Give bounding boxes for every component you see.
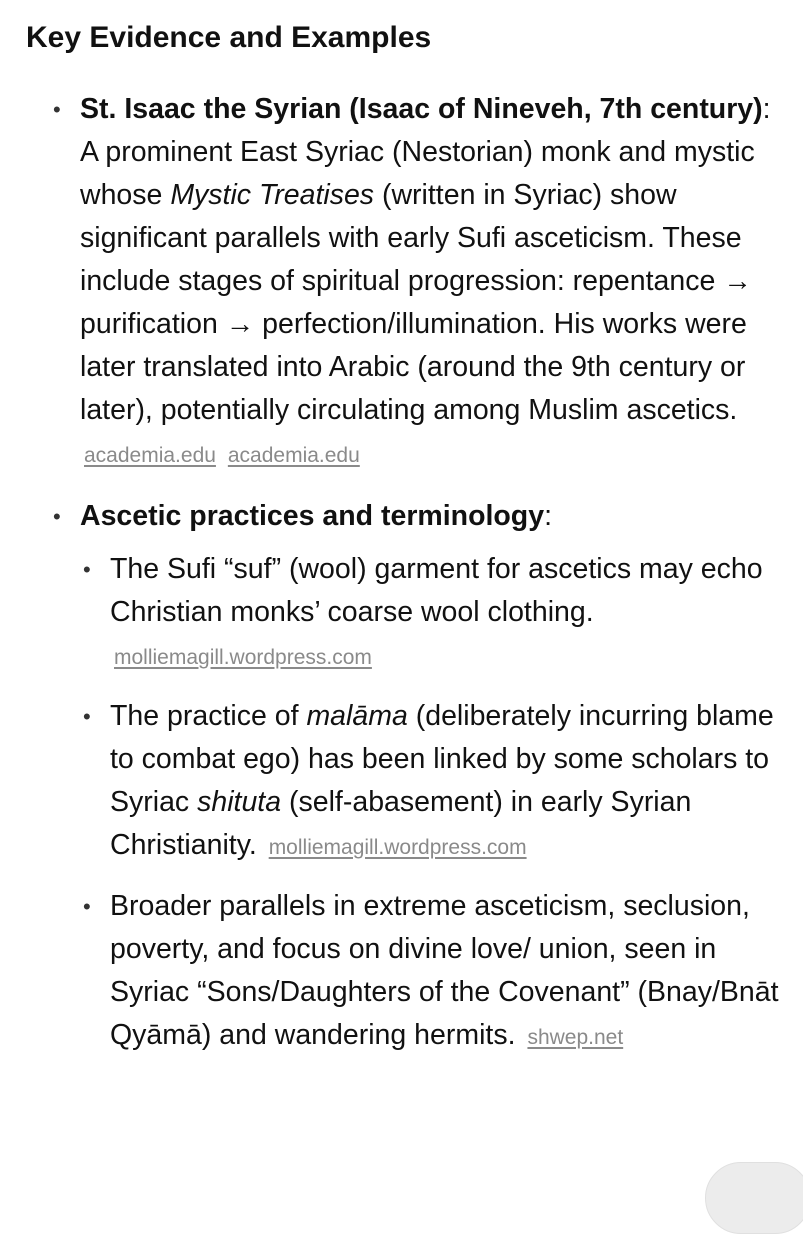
source-link-molliemagill[interactable]: molliemagill.wordpress.com (114, 646, 372, 669)
item-title: St. Isaac the Syrian (Isaac of Nineveh, 7th century) (80, 93, 763, 125)
sublist-item-broader-parallels (83, 885, 792, 1059)
evidence-list (53, 88, 792, 1059)
source-link-shwep[interactable]: shwep.net (527, 1026, 624, 1049)
bullet-icon: • (83, 557, 91, 582)
list-item-ascetic-practices (53, 495, 792, 1059)
item-text: (self-abasement) in early Syrian Christianity. (110, 786, 692, 861)
item-text-italic: Mystic Treatises (170, 179, 375, 211)
item-text-italic: malāma (306, 700, 408, 732)
section-heading: Key Evidence and Examples (26, 21, 432, 54)
sublist-item-wool-garment (83, 548, 792, 679)
item-text: Broader parallels in extreme asceticism, seclusion, poverty, and focus on divine love/ union, seen in Syriac “Sons/Daughters of the Covenant” (Bnay/Bnāt Qyāmā) and wandering hermits. (110, 890, 779, 1051)
bullet-icon: • (53, 97, 61, 122)
ascetic-sublist (83, 548, 792, 1059)
item-text: The Sufi “suf” (wool) garment for ascetics may echo Christian monks’ coarse wool clothing. (110, 553, 763, 628)
item-text-italic: shituta (197, 786, 282, 818)
source-link-molliemagill[interactable]: molliemagill.wordpress.com (268, 836, 527, 859)
bullet-icon: • (83, 894, 91, 919)
list-item-isaac (53, 88, 792, 477)
item-text: (deliberately incurring blame to combat ego) has been linked by some scholars to Syriac (110, 700, 774, 818)
item-text: (written in Syriac) show significant parallels with early Sufi asceticism. These include stages of spiritual progression: repentance → purification → perfection/illumination. His works were later translated into Arabic (around the 9th century or later), potentially circulating among Muslim ascetics. (80, 179, 752, 426)
sublist-item-malama (83, 695, 792, 869)
title-colon: : (544, 500, 552, 532)
item-text: The practice of (110, 700, 307, 732)
bullet-icon: • (53, 504, 61, 529)
source-link-academia[interactable]: academia.edu (227, 444, 360, 467)
item-title: Ascetic practices and terminology (80, 500, 545, 532)
title-colon: : (762, 93, 771, 125)
item-text: A prominent East Syriac (Nestorian) monk and mystic whose (80, 136, 755, 211)
bullet-icon: • (83, 704, 91, 729)
floating-action-button[interactable] (705, 1162, 803, 1234)
source-link-academia[interactable]: academia.edu (84, 444, 216, 467)
